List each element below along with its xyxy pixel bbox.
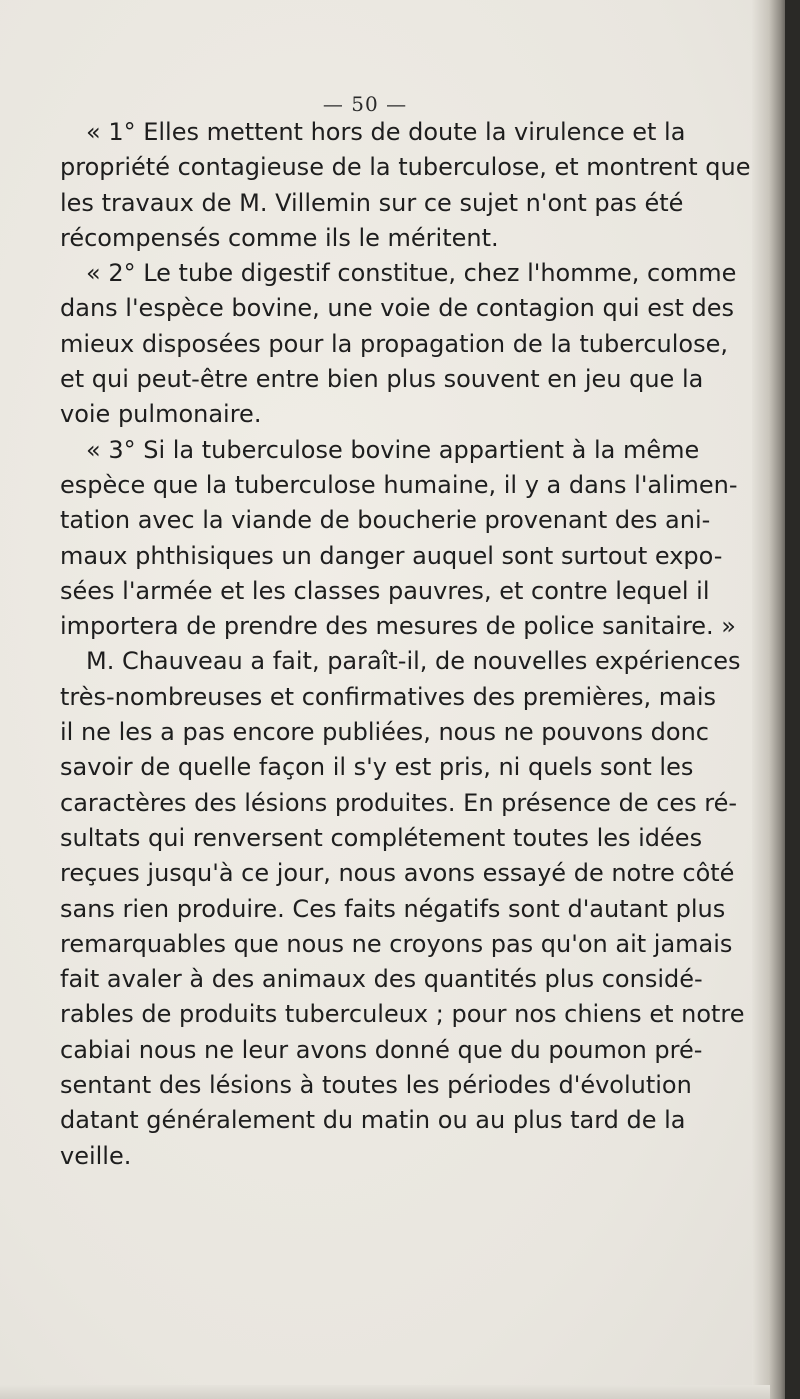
text-line: maux phthisiques un danger auquel sont surtout expo-	[60, 541, 723, 570]
text-line: il ne les a pas encore publiées, nous ne pouvons donc	[60, 718, 709, 747]
text-line: caractères des lésions produites. En présence de ces ré-	[60, 788, 738, 817]
text-line: sentant des lésions à toutes les périodes d'évolution	[60, 1071, 692, 1100]
text-line: remarquables que nous ne croyons pas qu'on ait jamais	[60, 929, 733, 958]
text-line: « 3° Si la tuberculose bovine appartient à la même	[86, 435, 700, 464]
text-line: récompensés comme ils le méritent.	[60, 223, 499, 252]
text-line: très-nombreuses et confirmatives des premières, mais	[60, 682, 717, 711]
book-spine-edge	[785, 0, 800, 1399]
text-line: les travaux de M. Villemin sur ce sujet n'ont pas été	[60, 188, 684, 217]
text-line: espèce que la tuberculose humaine, il y a dans l'alimen-	[60, 470, 738, 499]
text-line: « 2° Le tube digestif constitue, chez l'homme, comme	[86, 259, 737, 288]
text-line: « 1° Elles mettent hors de doute la virulence et la	[86, 118, 686, 146]
text-line: sées l'armée et les classes pauvres, et contre lequel il	[60, 576, 710, 605]
text-line: M. Chauveau a fait, paraît-il, de nouvelles expériences	[86, 647, 741, 676]
text-line: reçues jusqu'à ce jour, nous avons essayé de notre côté	[60, 859, 735, 888]
text-line: et qui peut-être entre bien plus souvent en jeu que la	[60, 365, 704, 394]
text-line: veille.	[60, 1141, 132, 1170]
text-line: fait avaler à des animaux des quantités plus considé-	[60, 965, 703, 994]
text-line: importera de prendre des mesures de police sanitaire. »	[60, 612, 736, 641]
text-line: sultats qui renversent complétement toutes les idées	[60, 823, 703, 852]
text-line: datant généralement du matin ou au plus tard de la	[60, 1106, 686, 1135]
text-line: voie pulmonaire.	[60, 400, 262, 429]
text-line: rables de produits tuberculeux ; pour nos chiens et notre	[60, 1000, 745, 1029]
text-line: cabiai nous ne leur avons donné que du poumon pré-	[60, 1035, 703, 1064]
text-line: tation avec la viande de boucherie provenant des ani-	[60, 506, 711, 535]
page-bottom-edge	[0, 1385, 770, 1399]
page-number: — 50 —	[322, 92, 408, 116]
text-line: savoir de quelle façon il s'y est pris, ni quels sont les	[60, 753, 694, 782]
text-line: propriété contagieuse de la tuberculose, et montrent que	[60, 153, 751, 182]
body-text	[60, 115, 760, 1174]
text-line: dans l'espèce bovine, une voie de contagion qui est des	[60, 294, 735, 323]
text-line: mieux disposées pour la propagation de la tuberculose,	[60, 329, 728, 358]
text-line: sans rien produire. Ces faits négatifs sont d'autant plus	[60, 894, 726, 923]
